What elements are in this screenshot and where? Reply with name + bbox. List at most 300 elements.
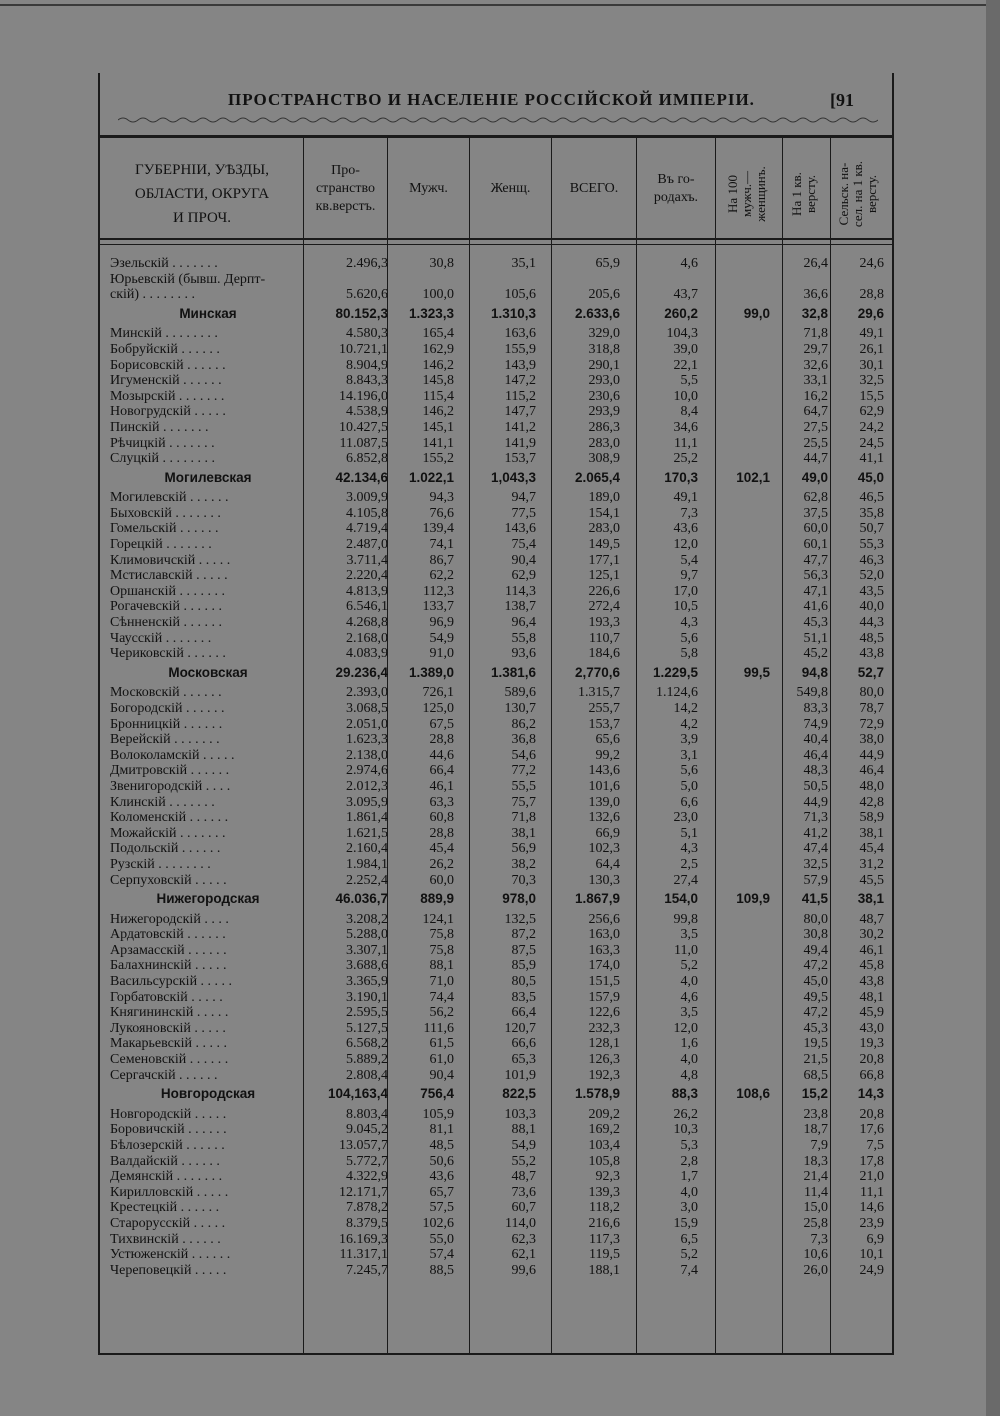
cell: 16.169,3	[339, 1231, 388, 1247]
cell: 62,2	[429, 568, 454, 584]
table-row	[108, 763, 888, 779]
cell: 45,2	[803, 646, 828, 662]
cell: 293,9	[588, 404, 620, 420]
cell: 45,0	[857, 469, 884, 485]
cell: 62,9	[859, 404, 884, 420]
cell: 86,7	[429, 552, 454, 568]
header-top-rule	[100, 135, 892, 138]
cell: 32,8	[801, 305, 828, 321]
cell: 26,2	[429, 856, 454, 872]
cell: 41,6	[803, 599, 828, 615]
cell: 155,2	[422, 451, 454, 467]
cell: 50,7	[859, 521, 884, 537]
cell: 80,0	[859, 685, 884, 701]
cell: 77,5	[511, 505, 536, 521]
cell: 51,1	[803, 630, 828, 646]
row-name: Волоколамскій . . . . .	[110, 747, 235, 763]
cell: 26,1	[859, 341, 884, 357]
cell: 30,2	[859, 927, 884, 943]
cell: 7,3	[680, 505, 698, 521]
cell: 101,9	[504, 1067, 536, 1083]
cell: 2,5	[680, 856, 698, 872]
cell: 75,4	[511, 537, 536, 552]
cell: 2.808,4	[346, 1067, 388, 1083]
table-row	[108, 974, 888, 990]
cell: 1.623,3	[346, 732, 388, 748]
cell: 102,3	[588, 841, 620, 857]
table-row	[108, 1216, 888, 1232]
cell: 549,8	[796, 685, 828, 701]
cell: 978,0	[502, 891, 536, 907]
row-name: Мстиславскій . . . . .	[110, 568, 228, 584]
row-name: Бронницкій . . . . . .	[110, 716, 223, 732]
row-name: Княгининскій . . . . .	[110, 1005, 229, 1021]
cell: 1.578,9	[574, 1086, 620, 1102]
cell: 45,3	[803, 1020, 828, 1036]
cell: 12.171,7	[339, 1184, 388, 1200]
cell: 47,7	[803, 552, 828, 568]
cell: 25,5	[803, 435, 828, 451]
header-bottom-rule	[100, 238, 892, 240]
cell: 87,2	[511, 927, 536, 943]
cell: 46,4	[859, 763, 884, 779]
cell: 209,2	[588, 1106, 620, 1122]
cell: 42,8	[859, 794, 884, 810]
cell: 26,4	[803, 256, 828, 271]
cell: 29,7	[803, 341, 828, 357]
cell: 55,0	[429, 1231, 454, 1247]
cell: 3.095,9	[346, 794, 388, 810]
table-row	[108, 389, 888, 405]
cell: 15,9	[673, 1215, 698, 1231]
cell: 62,1	[511, 1247, 536, 1263]
cell: 6.546,1	[346, 599, 388, 615]
cell: 117,3	[589, 1231, 620, 1247]
cell: 4.105,8	[346, 505, 388, 521]
cell: 46,1	[429, 778, 454, 794]
table-row	[108, 420, 888, 436]
cell: 71,0	[429, 974, 454, 989]
cell: 50,6	[429, 1153, 454, 1169]
row-name: Юрьевскій (бывш. Дерпт-	[110, 271, 266, 287]
cell: 7.878,2	[346, 1200, 388, 1216]
cell: 2.633,6	[574, 305, 620, 321]
row-name: Рузскій . . . . . . . .	[110, 856, 211, 872]
cell: 146,2	[422, 404, 454, 420]
row-name: Оршанскій . . . . . . .	[110, 583, 225, 599]
col-header-men: Мужч.	[409, 181, 448, 196]
table-row	[108, 451, 888, 467]
cell: 189,0	[588, 490, 620, 506]
row-name: Новгородскій . . . . .	[110, 1106, 227, 1122]
cell: 112,3	[423, 583, 454, 599]
cell: 43,7	[673, 287, 698, 303]
cell: 43,6	[429, 1169, 454, 1185]
cell: 115,2	[505, 388, 536, 404]
table-row	[108, 1169, 888, 1185]
cell: 34,6	[673, 419, 698, 435]
cell: 14,3	[857, 1086, 884, 1102]
cell: 56,2	[429, 1005, 454, 1021]
cell: 93,6	[511, 646, 536, 662]
row-name: Слуцкій . . . . . . . .	[110, 451, 215, 467]
row-name: Бобруйскій . . . . . .	[110, 341, 220, 357]
cell: 184,6	[588, 646, 620, 662]
cell: 29.236,4	[335, 664, 388, 680]
cell: 10.721,1	[339, 341, 388, 357]
cell: 71,8	[511, 810, 536, 826]
cell: 7.245,7	[346, 1262, 388, 1278]
cell: 24,6	[859, 256, 884, 271]
cell: 55,2	[511, 1153, 536, 1169]
row-name: Московская	[168, 664, 248, 680]
cell: 151,5	[588, 974, 620, 989]
cell: 46,4	[803, 747, 828, 763]
table-row	[108, 373, 888, 389]
cell: 41,5	[801, 891, 828, 907]
cell: 589,6	[504, 685, 536, 701]
table-row	[108, 1247, 888, 1263]
col-header-cities: Въ го- родахъ.	[653, 172, 699, 205]
cell: 6,5	[680, 1231, 698, 1247]
table-row	[108, 1107, 888, 1123]
cell: 3.190,1	[346, 989, 388, 1005]
cell: 329,0	[588, 326, 620, 342]
cell: 3,5	[680, 1005, 698, 1021]
cell: 283,0	[588, 521, 620, 537]
cell: 33,1	[803, 373, 828, 389]
cell: 74,1	[429, 537, 454, 552]
row-name: Череповецкій . . . . .	[110, 1262, 227, 1278]
table-row	[108, 1200, 888, 1216]
row-name: Кирилловскій . . . . .	[110, 1184, 229, 1200]
cell: 5,2	[680, 1247, 698, 1263]
cell: 47,2	[803, 1005, 828, 1021]
cell: 4,3	[680, 841, 698, 857]
row-name: Климовичскій . . . . .	[110, 552, 231, 568]
row-name: Устюженскій . . . . . .	[110, 1247, 231, 1263]
row-name: Боровичскій . . . . . .	[110, 1122, 227, 1138]
cell: 21,5	[803, 1052, 828, 1067]
cell: 756,4	[420, 1086, 454, 1102]
cell: 13.057,7	[339, 1137, 388, 1153]
cell: 65,7	[429, 1184, 454, 1200]
cell: 4.580,3	[346, 326, 388, 342]
cell: 3.711,4	[346, 552, 388, 568]
cell: 5.127,5	[346, 1020, 388, 1036]
cell: 4,3	[680, 615, 698, 630]
cell: 49,1	[673, 490, 698, 506]
cell: 57,4	[429, 1247, 454, 1263]
cell: 24,5	[859, 435, 884, 451]
cell: 114,3	[505, 583, 536, 599]
cell: 30,8	[803, 927, 828, 943]
cell: 67,5	[429, 716, 454, 732]
row-name: Звенигородскій . . . .	[110, 778, 231, 794]
cell: 1,043,3	[490, 469, 536, 485]
cell: 74,4	[429, 989, 454, 1005]
cell: 6,9	[866, 1231, 884, 1247]
cell: 2.160,4	[346, 841, 388, 857]
cell: 145,8	[422, 373, 454, 389]
cell: 3.688,6	[346, 958, 388, 974]
cell: 14,2	[673, 700, 698, 716]
cell: 83,5	[511, 989, 536, 1005]
cell: 9,7	[680, 568, 698, 584]
cell: 1.124,6	[656, 685, 698, 701]
row-name: Чериковскій . . . . . .	[110, 646, 226, 662]
cell: 66,4	[429, 763, 454, 779]
cell: 130,3	[588, 872, 620, 888]
table-row	[108, 326, 888, 342]
cell: 290,1	[588, 357, 620, 373]
cell: 4,2	[680, 716, 698, 732]
table-row	[108, 701, 888, 717]
cell: 889,9	[420, 891, 454, 907]
cell: 28,8	[429, 732, 454, 748]
cell: 61,5	[429, 1036, 454, 1052]
cell: 5,8	[680, 646, 698, 662]
row-name: Быховскій . . . . . . .	[110, 505, 221, 521]
cell: 318,8	[588, 341, 620, 357]
cell: 7,4	[680, 1262, 698, 1278]
cell: 61,0	[429, 1052, 454, 1067]
cell: 40,4	[803, 732, 828, 748]
cell: 1.861,4	[346, 810, 388, 826]
cell: 94,8	[801, 664, 828, 680]
cell: 293,0	[588, 373, 620, 389]
cell: 10,1	[859, 1247, 884, 1263]
cell: 88,5	[429, 1262, 454, 1278]
cell: 38,1	[857, 891, 884, 907]
cell: 85,9	[511, 958, 536, 974]
col-header-per-verst: На 1 кв. версту.	[789, 172, 818, 216]
cell: 256,6	[588, 911, 620, 927]
cell: 99,5	[743, 664, 770, 680]
cell: 17,0	[673, 583, 698, 599]
cell: 154,1	[588, 505, 620, 521]
cell: 43,8	[859, 974, 884, 989]
table-row	[108, 521, 888, 537]
cell: 65,3	[511, 1052, 536, 1067]
row-name: Дмитровскій . . . . . .	[110, 763, 230, 779]
cell: 48,7	[859, 911, 884, 927]
row-name: Новгородская	[160, 1086, 256, 1102]
cell: 143,9	[504, 357, 536, 373]
province-row	[108, 665, 888, 681]
cell: 46,1	[859, 942, 884, 958]
cell: 62,9	[511, 568, 536, 584]
cell: 20,8	[859, 1052, 884, 1067]
cell: 1.389,0	[408, 664, 454, 680]
cell: 96,4	[511, 615, 536, 630]
cell: 54,9	[429, 630, 454, 646]
cell: 4.719,4	[346, 521, 388, 537]
cell: 145,1	[422, 419, 454, 435]
cell: 3.208,2	[346, 911, 388, 927]
cell: 5.620,6	[346, 287, 388, 303]
cell: 20,8	[859, 1106, 884, 1122]
row-name: Подольскій . . . . . .	[110, 841, 221, 857]
cell: 92,3	[595, 1169, 620, 1185]
cell: 5.889,2	[346, 1052, 388, 1067]
cell: 22,1	[673, 357, 698, 373]
cell: 232,3	[588, 1020, 620, 1036]
cell: 103,4	[588, 1137, 620, 1153]
table-row	[108, 568, 888, 584]
cell: 102,6	[422, 1215, 454, 1231]
cell: 68,5	[803, 1067, 828, 1083]
cell: 80,5	[511, 974, 536, 989]
table-row	[108, 404, 888, 420]
cell: 6.568,2	[346, 1036, 388, 1052]
cell: 5,5	[680, 373, 698, 389]
cell: 32,5	[859, 373, 884, 389]
row-name: Мозырскій . . . . . . .	[110, 388, 225, 404]
cell: 56,9	[511, 841, 536, 857]
cell: 60,8	[429, 810, 454, 826]
cell: 143,6	[588, 763, 620, 779]
cell: 726,1	[422, 685, 454, 701]
cell: 2.138,0	[346, 747, 388, 763]
cell: 2.168,0	[346, 630, 388, 646]
cell: 2.974,6	[346, 763, 388, 779]
row-name: Чаусскій . . . . . . .	[110, 630, 212, 646]
cell: 188,1	[588, 1262, 620, 1278]
cell: 141,2	[504, 419, 536, 435]
cell: 125,0	[422, 700, 454, 716]
cell: 90,4	[429, 1067, 454, 1083]
cell: 19,3	[859, 1036, 884, 1052]
row-name: Рогачевскій . . . . . .	[110, 599, 223, 615]
scan-top-edge	[0, 4, 1000, 6]
cell: 52,7	[857, 664, 884, 680]
cell: 5,6	[680, 630, 698, 646]
cell: 147,7	[504, 404, 536, 420]
row-name: Коломенскій . . . . . .	[110, 810, 229, 826]
cell: 48,7	[511, 1169, 536, 1185]
cell: 50,5	[803, 778, 828, 794]
cell: 216,6	[588, 1215, 620, 1231]
cell: 133,7	[422, 599, 454, 615]
table-row	[108, 537, 888, 553]
table-row	[108, 748, 888, 764]
cell: 162,9	[422, 341, 454, 357]
cell: 55,5	[511, 778, 536, 794]
cell: 11.317,1	[339, 1247, 388, 1263]
cell: 104,163,4	[327, 1086, 388, 1102]
cell: 2.065,4	[574, 469, 620, 485]
cell: 54,9	[511, 1137, 536, 1153]
cell: 60,7	[511, 1200, 536, 1216]
table-row	[108, 342, 888, 358]
cell: 10,6	[803, 1247, 828, 1263]
cell: 66,6	[511, 1036, 536, 1052]
table-row	[108, 779, 888, 795]
cell: 5.288,0	[346, 927, 388, 943]
table-row	[108, 826, 888, 842]
cell: 25,2	[673, 451, 698, 467]
cell: 88,1	[511, 1122, 536, 1138]
row-name: Эзельскій . . . . . . .	[110, 256, 218, 271]
cell: 26,0	[803, 1262, 828, 1278]
page-title: ПРОСТРАНСТВО И НАСЕЛЕНІЕ РОССІЙСКОЙ ИМПЕРІИ.	[228, 90, 755, 109]
cell: 4,0	[680, 974, 698, 989]
col-header-area: Про- странство кв.верстъ.	[315, 163, 376, 214]
cell: 101,6	[588, 778, 620, 794]
table-row	[108, 358, 888, 374]
cell: 170,3	[664, 469, 698, 485]
row-name: Сергачскій . . . . . .	[110, 1067, 218, 1083]
cell: 10,5	[673, 599, 698, 615]
cell: 14,6	[859, 1200, 884, 1216]
cell: 48,1	[859, 989, 884, 1005]
cell: 39,0	[673, 341, 698, 357]
cell: 272,4	[588, 599, 620, 615]
cell: 260,2	[664, 305, 698, 321]
cell: 45,0	[803, 974, 828, 989]
cell: 44,6	[429, 747, 454, 763]
cell: 143,6	[504, 521, 536, 537]
cell: 11,4	[804, 1184, 828, 1200]
cell: 70,3	[511, 872, 536, 888]
cell: 25,8	[803, 1215, 828, 1231]
row-name: Серпуховскій . . . . .	[110, 872, 227, 888]
cell: 66,4	[511, 1005, 536, 1021]
cell: 17,8	[859, 1153, 884, 1169]
cell: 14.196,0	[339, 388, 388, 404]
cell: 57,9	[803, 872, 828, 888]
cell: 38,1	[511, 825, 536, 841]
cell: 80,0	[803, 911, 828, 927]
cell: 24,2	[859, 419, 884, 435]
cell: 63,3	[429, 794, 454, 810]
cell: 16,2	[803, 388, 828, 404]
cell: 72,9	[859, 716, 884, 732]
cell: 100,0	[422, 287, 454, 303]
table-row	[108, 873, 888, 889]
table-row	[108, 506, 888, 522]
province-row	[108, 470, 888, 486]
cell: 46,5	[859, 490, 884, 506]
cell: 94,3	[429, 490, 454, 506]
cell: 4,6	[680, 256, 698, 271]
row-name: Васильсурскій . . . . .	[110, 974, 233, 989]
cell: 76,6	[429, 505, 454, 521]
table-row	[108, 1263, 888, 1279]
row-name: Горецкій . . . . . . .	[110, 537, 212, 552]
cell: 2.051,0	[346, 716, 388, 732]
cell: 124,1	[422, 911, 454, 927]
cell: 139,4	[422, 521, 454, 537]
cell: 110,7	[589, 630, 620, 646]
cell: 43,8	[859, 646, 884, 662]
cell: 3,0	[680, 1200, 698, 1216]
row-name: Горбатовскій . . . . .	[110, 989, 223, 1005]
table-row	[108, 1185, 888, 1201]
cell: 126,3	[588, 1052, 620, 1067]
cell: 48,5	[859, 630, 884, 646]
cell: 4.538,9	[346, 404, 388, 420]
table-row	[108, 1068, 888, 1084]
table-row	[108, 490, 888, 506]
cell: 31,2	[859, 856, 884, 872]
cell: 18,3	[803, 1153, 828, 1169]
cell: 43,0	[859, 1020, 884, 1036]
cell: 3.009,9	[346, 490, 388, 506]
cell: 3.068,5	[346, 700, 388, 716]
cell: 5.772,7	[346, 1153, 388, 1169]
